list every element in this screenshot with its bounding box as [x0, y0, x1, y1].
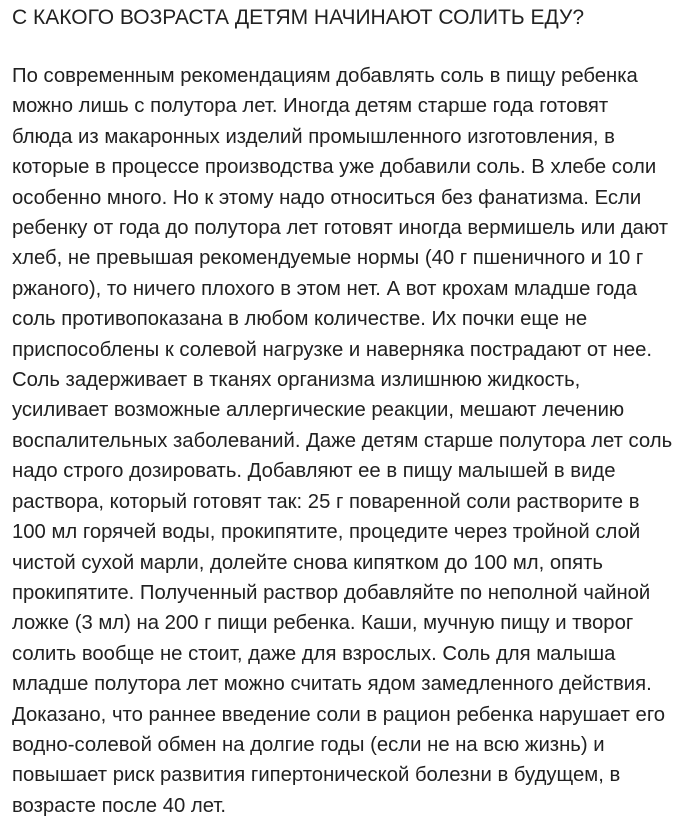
body-line: младше полутора лет можно считать ядом замедленного действия. [12, 673, 652, 696]
body-line: ржаного), то ничего плохого в этом нет. А вот крохам младше года [12, 277, 637, 300]
body-line: воспалительных заболеваний. Даже детям старше полутора лет соль [12, 429, 673, 452]
body-line: приспособлены к солевой нагрузке и наверняка пострадают от нее. [12, 338, 653, 361]
body-line: усиливает возможные аллергические реакции, мешают лечению [12, 399, 625, 422]
body-line: солить вообще не стоит, даже для взрослых. Соль для малыша [12, 642, 616, 665]
body-line: Доказано, что раннее введение соли в рацион ребенка нарушает его [12, 703, 666, 726]
article [12, 3, 696, 821]
body-line: Соль задерживает в тканях организма излишнюю жидкость, [12, 369, 581, 392]
body-line: прокипятите. Полученный раствор добавляйте по неполной чайной [12, 581, 651, 604]
body-line: ложке (3 мл) на 200 г пищи ребенка. Каши, мучную пищу и творог [12, 612, 634, 635]
body-line: которые в процессе производства уже добавили соль. В хлебе соли [12, 156, 657, 179]
body-line: блюда из макаронных изделий промышленного изготовления, в [12, 125, 615, 148]
body-line: возрасте после 40 лет. [12, 794, 227, 817]
article-title: С КАКОГО ВОЗРАСТА ДЕТЯМ НАЧИНАЮТ СОЛИТЬ ЕДУ? [12, 6, 585, 29]
body-line: надо строго дозировать. Добавляют ее в пищу малышей в виде [12, 460, 616, 483]
body-line: раствора, который готовят так: 25 г поваренной соли растворите в [12, 490, 640, 513]
body-line: особенно много. Но к этому надо относиться без фанатизма. Если [12, 186, 642, 209]
article-body [12, 61, 696, 821]
body-line: 100 мл горячей воды, прокипятите, процедите через тройной слой [12, 521, 641, 544]
body-line: можно лишь с полутора лет. Иногда детям старше года готовят [12, 95, 609, 118]
body-line: повышает риск развития гипертонической болезни в будущем, в [12, 764, 621, 787]
body-line: водно-солевой обмен на долгие годы (если не на всю жизнь) и [12, 733, 605, 756]
body-line: чистой сухой марли, долейте снова кипятком до 100 мл, опять [12, 551, 603, 574]
body-line: ребенку от года до полутора лет готовят иногда вермишель или дают [12, 217, 669, 240]
body-line: соль противопоказана в любом количестве. Их почки еще не [12, 308, 588, 331]
body-line: хлеб, не превышая рекомендуемые нормы (40 г пшеничного и 10 г [12, 247, 644, 270]
body-line: По современным рекомендациям добавлять соль в пищу ребенка [12, 65, 638, 87]
